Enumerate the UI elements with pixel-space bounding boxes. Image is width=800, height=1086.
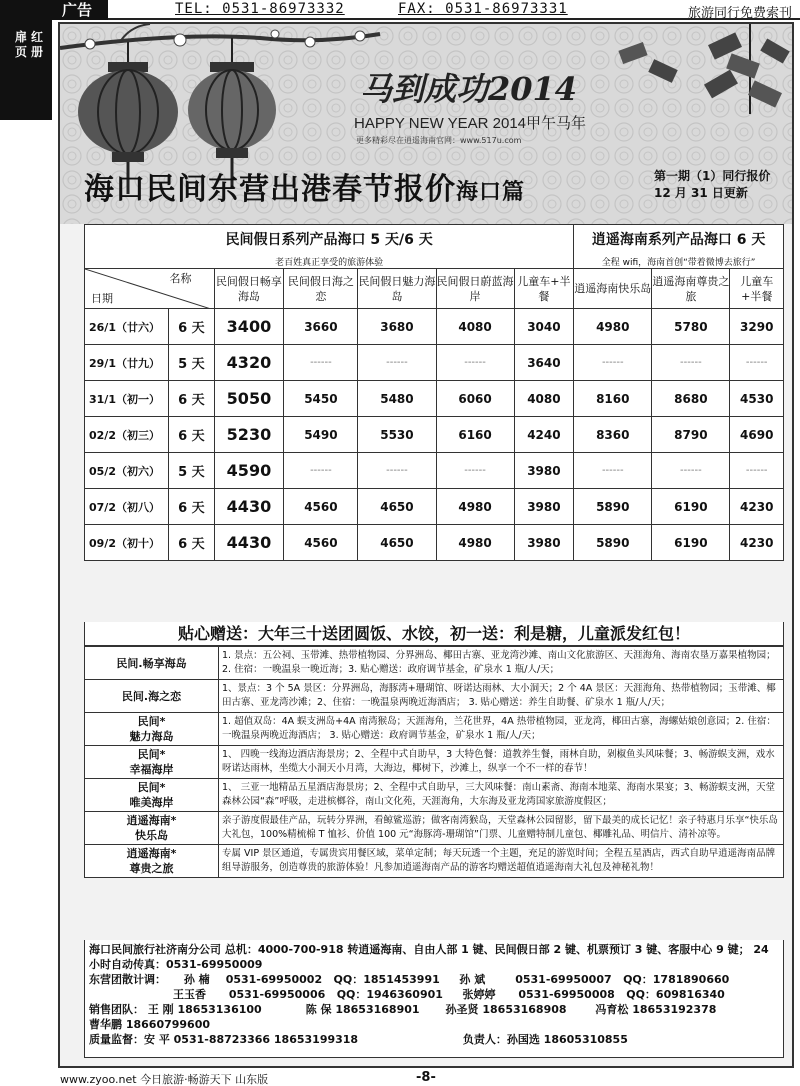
staff-phone: 0531-69950007 [515,973,612,986]
detail-desc: 专属 VIP 景区通道，专属贵宾用餐区域，菜单定制；每天玩透一个主题，充足的游览时间；全程五星酒店，西式自助早逍遥海南品牌组导游服务，创造尊贵的旅游体验！凡参加逍遥海南产品的游客均赠送超值逍遥海南大礼包及神秘礼物！ [219,845,784,878]
staff-row-1 [89,972,779,987]
price-cell: ------ [284,453,358,489]
contact-line1: 海口民间旅行社济南分公司 总机：4000-700-918 转逍遥海南、自由人部 1 键、民间假日部 2 键、机票预订 3 键、客服中心 9 键； 24 小时自动传真：0531-69950009 [89,943,769,971]
staff-qq: QQ：1851453991 [333,973,440,986]
main-title-suffix: 海口篇 [456,180,526,205]
row-days: 6 天 [169,309,214,345]
detail-row [85,746,784,779]
detail-name: 逍遥海南* 快乐岛 [85,812,219,845]
row-date: 09/2（初十） [85,525,169,561]
page-number: -8- [416,1070,436,1085]
detail-name: 民间.畅享海岛 [85,647,219,680]
side-tab-col1: 红册 [30,30,43,59]
staff-phone: 0531-69950006 [228,988,326,1001]
price-cell: 4430 [214,489,284,525]
team-label: 东营团散计调： [89,973,166,986]
price-cell: 3400 [214,309,284,345]
staff-row-2 [89,987,779,1002]
supervisor: 质量监督：安 平 0531-88723366 18653199318 [89,1033,359,1046]
main-title [84,164,525,208]
detail-row [85,647,784,680]
detail-desc: 1. 景点：五公祠、玉带滩、热带植物园、分界洲岛、椰田古寨、亚龙湾沙滩、南山文化旅游区、天涯海角、海南农垦万嘉果植物园；2. 住宿：一晚温泉一晚近海；3. 贴心赠送：政府调节基金，矿泉水 1 瓶/人/天； [219,647,784,680]
price-cell: 3040 [514,309,574,345]
price-row [85,345,784,381]
price-cell: ------ [730,453,784,489]
detail-name: 民间* 唯美海岸 [85,779,219,812]
series-b-title: 逍遥海南系列产品海口 6 天 [591,232,766,248]
staff-name: 孙 楠 [183,973,210,986]
footer [60,1070,800,1086]
detail-desc: 1、 三亚一地精品五星酒店海景房；2、全程中式自助早，三大风味餐：南山素斋、海南本地菜、海南水果宴；3、畅游蜈支洲，天堂森林公园“森”呼吸，走进槟榔谷，南山文化苑，天涯海角，大东海及亚龙湾国家旅游度假区； [219,779,784,812]
price-cell: ------ [574,453,652,489]
price-table-wrap [84,224,784,561]
supervisor-row [89,1032,779,1047]
detail-body [85,647,784,878]
price-cell: ------ [574,345,652,381]
product-header: 逍遥海南快乐岛 [574,269,652,309]
sales-person: 曹华鹏 18660799600 [89,1018,211,1031]
detail-desc: 1. 超值双岛：4A 蜈支洲岛+4A 南湾猴岛；天涯海角，兰花世界，4A 热带植物园，亚龙湾，椰田古寨，海螺姑娘创意园；2. 住宿：一晚温泉两晚近海酒店； 3. 贴心赠送：政府调节基金，矿泉水 1 瓶/人/天； [219,713,784,746]
price-cell: 6190 [652,525,730,561]
price-cell: 3980 [514,525,574,561]
price-cell: 5450 [284,381,358,417]
sales-person: 王 刚 18653136100 [147,1003,262,1016]
product-header: 儿童车+半餐 [730,269,784,309]
staff-qq: QQ：1946360901 [336,988,443,1001]
free-index-note: 旅游同行免费索刊 [687,6,792,21]
price-cell: 4430 [214,525,284,561]
price-cell: 4980 [574,309,652,345]
detail-table [84,646,784,878]
detail-desc: 亲子游度假最佳产品，玩转分界洲，看鲸鲨巡游；做客南湾猴岛，天堂森林公园留影，留下最美的成长记忆！亲子特惠月乐享“快乐岛大礼包，100%精梳棉 T 恤衫、价值 100 元“海豚湾-珊瑚馆”门票、儿童赠特制儿童包、椰雕礼品、明信片、清补凉等。 [219,812,784,845]
website-note: 更多精彩尽在逍遥海南官网：www.517u.com [356,136,522,145]
sales-row-2 [89,1017,779,1032]
product-header-row [85,269,784,309]
row-date: 02/2（初三） [85,417,169,453]
ad-label: 广告 [0,0,108,20]
staff-name: 王玉香 [173,988,206,1001]
staff-qq: QQ：609816340 [626,988,725,1001]
staff-qq: QQ：1781890660 [623,973,730,986]
detail-name: 民间* 魅力海岛 [85,713,219,746]
banner [60,24,792,224]
price-cell: ------ [652,453,730,489]
row-days: 6 天 [169,489,214,525]
price-cell: 4230 [730,525,784,561]
row-days: 6 天 [169,525,214,561]
price-cell: 5050 [214,381,284,417]
price-cell: 4560 [284,525,358,561]
corner-cell [85,269,215,309]
product-header: 逍遥海南尊贵之旅 [652,269,730,309]
side-tab [0,20,52,120]
footer-site: www.zyoo.net 今日旅游·畅游天下 山东版 [60,1073,269,1086]
happy-new-year: HAPPY NEW YEAR 2014甲午马年 [354,115,587,132]
manager: 负责人：孙国选 18605310855 [462,1033,628,1046]
price-row [85,309,784,345]
price-cell: ------ [436,345,514,381]
price-cell: 4690 [730,417,784,453]
row-date: 31/1（初一） [85,381,169,417]
price-cell: 4980 [436,525,514,561]
price-cell: 4560 [284,489,358,525]
issue-line2: 12 月 31 日更新 [654,186,748,200]
detail-name: 逍遥海南* 尊贵之旅 [85,845,219,878]
fax-number: FAX: 0531-86973331 [398,1,568,17]
price-table [84,224,784,561]
product-header: 儿童车+半餐 [514,269,574,309]
row-date: 05/2（初六） [85,453,169,489]
price-cell: 5530 [358,417,436,453]
product-header: 民间假日海之恋 [284,269,358,309]
row-days: 6 天 [169,381,214,417]
staff-phone: 0531-69950002 [225,973,323,986]
price-cell: 5490 [284,417,358,453]
sales-person: 冯育松 18653192378 [595,1003,717,1016]
series-b-subtitle: 全程 wifi，海南首创“带着微博去旅行” [601,258,756,268]
price-cell: 6190 [652,489,730,525]
price-cell: 3640 [514,345,574,381]
detail-row [85,713,784,746]
row-date: 26/1（廿六） [85,309,169,345]
price-cell: 8160 [574,381,652,417]
price-cell: ------ [358,345,436,381]
price-cell: 4240 [514,417,574,453]
price-cell: 4080 [436,309,514,345]
price-cell: ------ [436,453,514,489]
price-cell: 4980 [436,489,514,525]
price-cell: 4320 [214,345,284,381]
price-cell: 4590 [214,453,284,489]
price-cell: 3980 [514,489,574,525]
sales-person: 陈 保 18653168901 [305,1003,420,1016]
price-cell: ------ [284,345,358,381]
price-cell: 4080 [514,381,574,417]
price-cell: 3980 [514,453,574,489]
price-cell: 4230 [730,489,784,525]
price-cell: 5890 [574,489,652,525]
price-cell: 5480 [358,381,436,417]
row-date: 29/1（廿九） [85,345,169,381]
detail-name: 民间.海之恋 [85,680,219,713]
price-cell: 4650 [358,525,436,561]
price-cell: 8680 [652,381,730,417]
gift-line: 贴心赠送：大年三十送团圆饭、水饺，初一送：利是糖，儿童派发红包！ [84,622,784,646]
price-row [85,381,784,417]
price-cell: ------ [652,345,730,381]
price-cell: 3660 [284,309,358,345]
price-cell: 5780 [652,309,730,345]
price-cell: 3680 [358,309,436,345]
series-b-header [574,225,784,269]
price-cell: 8360 [574,417,652,453]
detail-row [85,779,784,812]
price-cell: ------ [730,345,784,381]
product-header: 民间假日蔚蓝海岸 [436,269,514,309]
product-header: 民间假日畅享海岛 [214,269,284,309]
detail-desc: 1、 四晚一线海边酒店海景房；2、全程中式自助早，3 大特色餐：道教养生餐，雨林自助，剁椒鱼头风味餐；3、畅游蜈支洲，戏水呀诺达雨林，坐缆大小洞天小月湾，大海边，椰树下，沙滩上，纵享一个不一样的春节！ [219,746,784,779]
price-row [85,525,784,561]
price-cell: 4530 [730,381,784,417]
price-cell: ------ [358,453,436,489]
corner-date-label: 日期 [91,292,113,305]
main-title-text: 海口民间东营出港春节报价 [84,172,456,207]
series-a-header [85,225,574,269]
detail-row [85,845,784,878]
side-tab-col2: 扉页 [14,30,27,59]
sales-person: 孙圣贤 18653168908 [445,1003,567,1016]
tel-number: TEL: 0531-86973332 [175,1,345,17]
price-cell: 3290 [730,309,784,345]
contact-block [84,940,784,1058]
corner-name-label: 名称 [169,272,192,285]
slogan: 马到成功2014 [360,70,578,108]
row-days: 5 天 [169,453,214,489]
series-a-subtitle: 老百姓真正享受的旅游体验 [275,258,384,268]
row-date: 07/2（初八） [85,489,169,525]
detail-name: 民间* 幸福海岸 [85,746,219,779]
detail-desc: 1、景点：3 个 5A 景区：分界洲岛，海豚湾+珊瑚馆、呀诺达雨林、大小洞天；2 个 4A 景区：天涯海角、热带植物园；玉带滩、椰田古寨、亚龙湾沙滩；2、住宿：一晚温泉两晚近海酒店； 3. 贴心赠送：养生自助餐、矿泉水 1 瓶/人/天； [219,680,784,713]
top-bar [0,0,800,20]
staff-name: 张婷婷 [462,988,496,1001]
row-days: 6 天 [169,417,214,453]
issue-line1: 第一期（1）同行报价 [654,169,771,183]
price-cell: 5230 [214,417,284,453]
price-body [85,309,784,561]
price-row [85,453,784,489]
series-a-title: 民间假日系列产品海口 5 天/6 天 [225,232,433,248]
detail-row [85,812,784,845]
price-cell: 8790 [652,417,730,453]
price-row [85,417,784,453]
price-cell: 5890 [574,525,652,561]
staff-phone: 0531-69950008 [518,988,615,1001]
detail-row [85,680,784,713]
product-header: 民间假日魅力海岛 [358,269,436,309]
sales-row [89,1002,779,1017]
price-cell: 6160 [436,417,514,453]
price-cell: 4650 [358,489,436,525]
price-cell: 6060 [436,381,514,417]
row-days: 5 天 [169,345,214,381]
issue-info [654,168,770,202]
sales-label: 销售团队： [89,1003,144,1016]
price-row [85,489,784,525]
staff-name: 孙 斌 [459,973,486,986]
